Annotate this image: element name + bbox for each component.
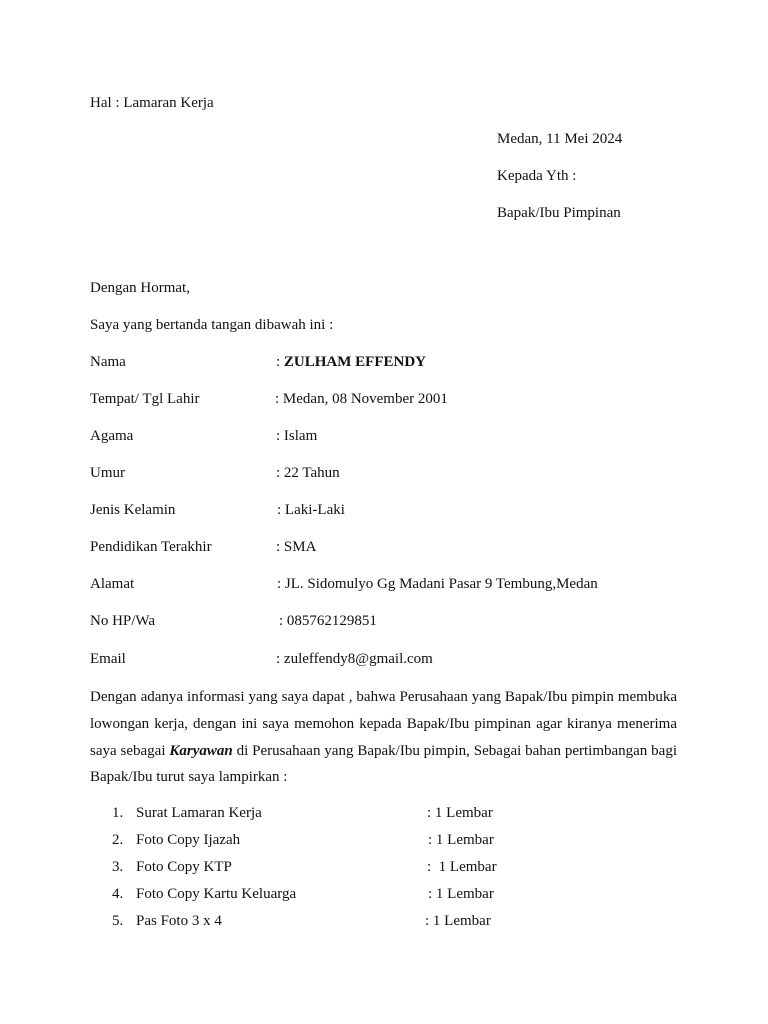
list-item-name: Foto Copy Kartu Keluarga	[136, 886, 297, 902]
list-number: 4.	[112, 886, 124, 902]
list-item-name: Foto Copy KTP	[136, 859, 232, 875]
intro-line: Saya yang bertanda tangan dibawah ini :	[90, 317, 334, 333]
field-label-education: Pendidikan Terakhir	[90, 539, 212, 555]
greeting: Dengan Hormat,	[90, 280, 190, 296]
field-label-gender: Jenis Kelamin	[90, 502, 176, 518]
list-item-name: Pas Foto 3 x 4	[136, 913, 222, 929]
field-value-education: : SMA	[276, 539, 317, 555]
body-part-1: Dengan adanya informasi yang saya dapat , bahwa Perusahaan yang Bapak/Ibu pimpin membuka lowongan kerja, dengan ini saya memohon kepada Bapak/Ibu pimpinan agar kiranya menerima saya sebagai	[90, 689, 677, 759]
list-number: 1.	[112, 805, 124, 821]
list-number: 3.	[112, 859, 124, 875]
list-item-name: Foto Copy Ijazah	[136, 832, 241, 848]
list-item-qty: : 1 Lembar	[427, 859, 497, 875]
field-value-phone: : 085762129851	[279, 613, 377, 629]
field-label-age: Umur	[90, 465, 125, 481]
field-value-age: : 22 Tahun	[276, 465, 340, 481]
place-date: Medan, 11 Mei 2024	[497, 131, 623, 147]
list-item-qty: : 1 Lembar	[428, 832, 494, 848]
list-item-qty: : 1 Lembar	[428, 886, 494, 902]
body-emphasis: Karyawan	[169, 742, 233, 759]
list-item-name: Surat Lamaran Kerja	[136, 805, 262, 821]
field-label-birth: Tempat/ Tgl Lahir	[90, 391, 200, 407]
field-label-address: Alamat	[90, 576, 135, 592]
field-value-address: : JL. Sidomulyo Gg Madani Pasar 9 Tembung,Medan	[277, 576, 598, 592]
list-number: 5.	[112, 913, 124, 929]
recipient-label: Kepada Yth :	[497, 168, 577, 184]
field-value-gender: : Laki-Laki	[277, 502, 345, 518]
field-label-religion: Agama	[90, 428, 134, 444]
list-item-qty: : 1 Lembar	[425, 913, 491, 929]
field-label-nama: Nama	[90, 354, 126, 370]
list-item-qty: : 1 Lembar	[427, 805, 493, 821]
field-label-email: Email	[90, 651, 126, 667]
recipient-name: Bapak/Ibu Pimpinan	[497, 205, 621, 221]
field-label-phone: No HP/Wa	[90, 613, 156, 629]
field-value-prefix: :	[276, 354, 284, 370]
field-value-religion: : Islam	[276, 428, 318, 444]
list-number: 2.	[112, 832, 124, 848]
letter-subject: Hal : Lamaran Kerja	[90, 95, 214, 111]
applicant-name: ZULHAM EFFENDY	[283, 354, 427, 370]
field-value-birth: : Medan, 08 November 2001	[275, 391, 448, 407]
field-value-nama	[276, 353, 426, 371]
body-paragraph	[90, 684, 677, 791]
body-part-2: di Perusahaan yang Bapak/Ibu pimpin, Sebagai bahan pertimbangan bagi Bapak/Ibu turut saya lampirkan :	[90, 742, 677, 786]
field-value-email: : zuleffendy8@gmail.com	[276, 651, 433, 667]
